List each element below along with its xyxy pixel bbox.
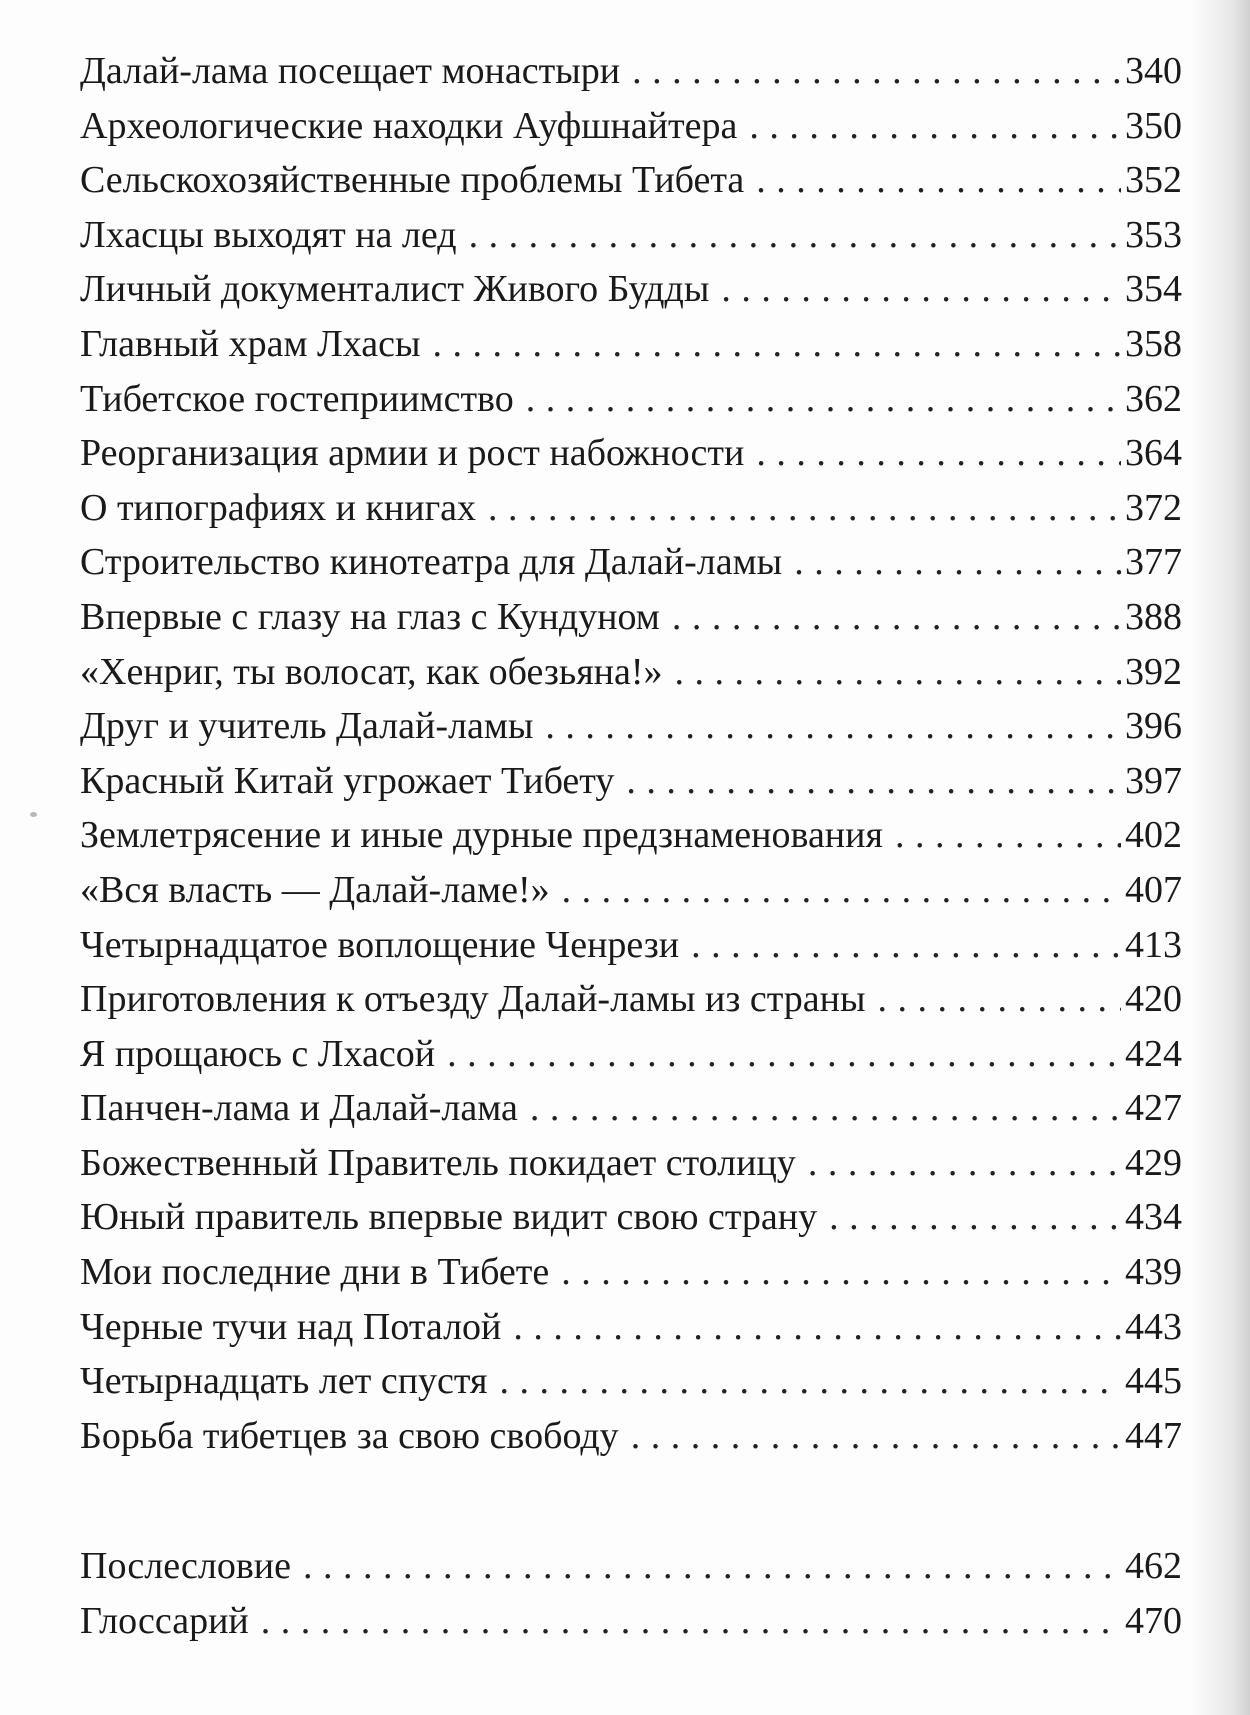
dot-leader xyxy=(895,808,1121,863)
dot-leader xyxy=(808,1136,1121,1191)
toc-entry-page: 407 xyxy=(1125,868,1182,911)
toc-entry-title: Мои последние дни в Тибете xyxy=(80,1251,550,1294)
toc-entry-title: «Вся власть — Далай-ламе!» xyxy=(80,868,550,911)
toc-entry-page: 352 xyxy=(1125,159,1182,202)
toc-entry xyxy=(80,1354,1182,1409)
toc-entry-title: Лхасцы выходят на лед xyxy=(80,213,457,256)
toc-entry-title: Глоссарий xyxy=(80,1600,249,1643)
toc-entry-page: 413 xyxy=(1125,923,1182,966)
toc-entry-page: 354 xyxy=(1125,268,1182,311)
toc-entry-page: 372 xyxy=(1125,486,1182,529)
toc-entry xyxy=(80,1190,1182,1245)
dot-leader xyxy=(261,1594,1121,1649)
toc-entry-page: 439 xyxy=(1125,1251,1182,1294)
dot-leader xyxy=(433,317,1121,372)
dot-leader xyxy=(526,372,1121,427)
toc-entry-title: «Хенриг, ты волосат, как обезьяна!» xyxy=(80,650,663,693)
toc-entry xyxy=(80,1245,1182,1300)
dot-leader xyxy=(545,699,1121,754)
toc-entry xyxy=(80,535,1182,590)
dot-leader xyxy=(632,44,1121,99)
toc-entry-page: 377 xyxy=(1125,541,1182,584)
toc-entry-page: 420 xyxy=(1125,978,1182,1021)
dot-leader xyxy=(756,153,1121,208)
toc-entry xyxy=(80,426,1182,481)
dot-leader xyxy=(631,1409,1121,1464)
dot-leader xyxy=(303,1539,1121,1594)
dot-leader xyxy=(561,1245,1121,1300)
toc-entry-page: 340 xyxy=(1125,50,1182,92)
toc-entry-title: Четырнадцатое воплощение Ченрези xyxy=(80,923,680,966)
toc-entry-page: 350 xyxy=(1125,104,1182,147)
section-gap xyxy=(80,1463,1182,1539)
toc-entry xyxy=(80,918,1182,973)
toc-entry xyxy=(80,645,1182,700)
toc-entry-title: Я прощаюсь с Лхасой xyxy=(80,1032,436,1075)
toc-entry-page: 427 xyxy=(1125,1087,1182,1130)
toc-entry xyxy=(80,1300,1182,1355)
toc-entry xyxy=(80,317,1182,372)
toc-entry-title: Борьба тибетцев за свою свободу xyxy=(80,1414,619,1457)
toc-entry-title: Друг и учитель Далай-ламы xyxy=(80,705,534,748)
table-of-contents xyxy=(80,44,1182,1649)
toc-entry-title: Юный правитель впервые видит свою страну xyxy=(80,1196,818,1239)
toc-entry-page: 424 xyxy=(1125,1032,1182,1075)
toc-entry-page: 402 xyxy=(1125,814,1182,857)
toc-entry xyxy=(80,99,1182,154)
toc-entry-page: 362 xyxy=(1125,377,1182,420)
toc-entry-page: 388 xyxy=(1125,595,1182,638)
toc-entry-title: Черные тучи над Поталой xyxy=(80,1305,502,1348)
toc-back-matter-entry xyxy=(80,1539,1182,1594)
dot-leader xyxy=(691,918,1121,973)
dot-leader xyxy=(499,1354,1121,1409)
toc-entry-title: Археологические находки Ауфшнайтера xyxy=(80,104,738,147)
dot-leader xyxy=(488,481,1121,536)
toc-entry-title: Землетрясение и иные дурные предзнаменования xyxy=(80,814,883,857)
toc-entry-title: Панчен-лама и Далай-лама xyxy=(80,1087,518,1130)
paper-speck xyxy=(30,812,37,817)
dot-leader xyxy=(562,863,1121,918)
toc-entry-title: Далай-лама посещает монастыри xyxy=(80,50,621,92)
toc-entry xyxy=(80,44,1182,99)
toc-entry-title: Впервые с глазу на глаз с Кундуном xyxy=(80,595,660,638)
toc-entry-title: Личный документалист Живого Будды xyxy=(80,268,710,311)
toc-entry xyxy=(80,481,1182,536)
toc-entry xyxy=(80,1081,1182,1136)
toc-entry-title: Сельскохозяйственные проблемы Тибета xyxy=(80,159,745,202)
toc-entry-title: Реорганизация армии и рост набожности xyxy=(80,432,745,475)
toc-entry-page: 447 xyxy=(1125,1414,1182,1457)
toc-entry-page: 443 xyxy=(1125,1305,1182,1348)
toc-entry-title: Строительство кинотеатра для Далай-ламы xyxy=(80,541,783,584)
toc-entry-title: Приготовления к отъезду Далай-ламы из страны xyxy=(80,978,866,1021)
toc-entry xyxy=(80,372,1182,427)
toc-entry xyxy=(80,699,1182,754)
dot-leader xyxy=(721,262,1121,317)
toc-entry-title: Божественный Правитель покидает столицу xyxy=(80,1141,796,1184)
dot-leader xyxy=(675,645,1121,700)
toc-entry xyxy=(80,754,1182,809)
dot-leader xyxy=(672,590,1121,645)
toc-entry-page: 353 xyxy=(1125,213,1182,256)
dot-leader xyxy=(530,1081,1121,1136)
dot-leader xyxy=(626,754,1121,809)
toc-entry-page: 396 xyxy=(1125,705,1182,748)
toc-entry-page: 364 xyxy=(1125,432,1182,475)
toc-entry xyxy=(80,208,1182,263)
dot-leader xyxy=(749,99,1121,154)
toc-entry xyxy=(80,863,1182,918)
dot-leader xyxy=(829,1190,1121,1245)
toc-entry-page: 434 xyxy=(1125,1196,1182,1239)
toc-entry-page: 429 xyxy=(1125,1141,1182,1184)
toc-entry-page: 445 xyxy=(1125,1360,1182,1403)
toc-entry-page: 397 xyxy=(1125,759,1182,802)
toc-entry xyxy=(80,1027,1182,1082)
toc-entry xyxy=(80,590,1182,645)
toc-entry-title: О типографиях и книгах xyxy=(80,486,477,529)
toc-entry xyxy=(80,972,1182,1027)
dot-leader xyxy=(794,535,1121,590)
toc-entry-title: Четырнадцать лет спустя xyxy=(80,1360,488,1403)
toc-entry-page: 470 xyxy=(1125,1600,1182,1643)
dot-leader xyxy=(513,1300,1121,1355)
toc-back-matter-entry xyxy=(80,1594,1182,1649)
page-edge-shadow xyxy=(1190,0,1250,1715)
toc-entry-page: 462 xyxy=(1125,1545,1182,1588)
dot-leader xyxy=(469,208,1121,263)
toc-entry-title: Тибетское гостеприимство xyxy=(80,377,514,420)
toc-entry-page: 392 xyxy=(1125,650,1182,693)
dot-leader xyxy=(878,972,1121,1027)
toc-entry-page: 358 xyxy=(1125,322,1182,365)
toc-entry-title: Послесловие xyxy=(80,1545,292,1588)
dot-leader xyxy=(756,426,1121,481)
dot-leader xyxy=(447,1027,1121,1082)
toc-entry xyxy=(80,1136,1182,1191)
toc-entry xyxy=(80,1409,1182,1464)
toc-entry xyxy=(80,262,1182,317)
toc-entry xyxy=(80,153,1182,208)
toc-entry-title: Главный храм Лхасы xyxy=(80,322,421,365)
toc-entry xyxy=(80,808,1182,863)
toc-entry-title: Красный Китай угрожает Тибету xyxy=(80,759,615,802)
